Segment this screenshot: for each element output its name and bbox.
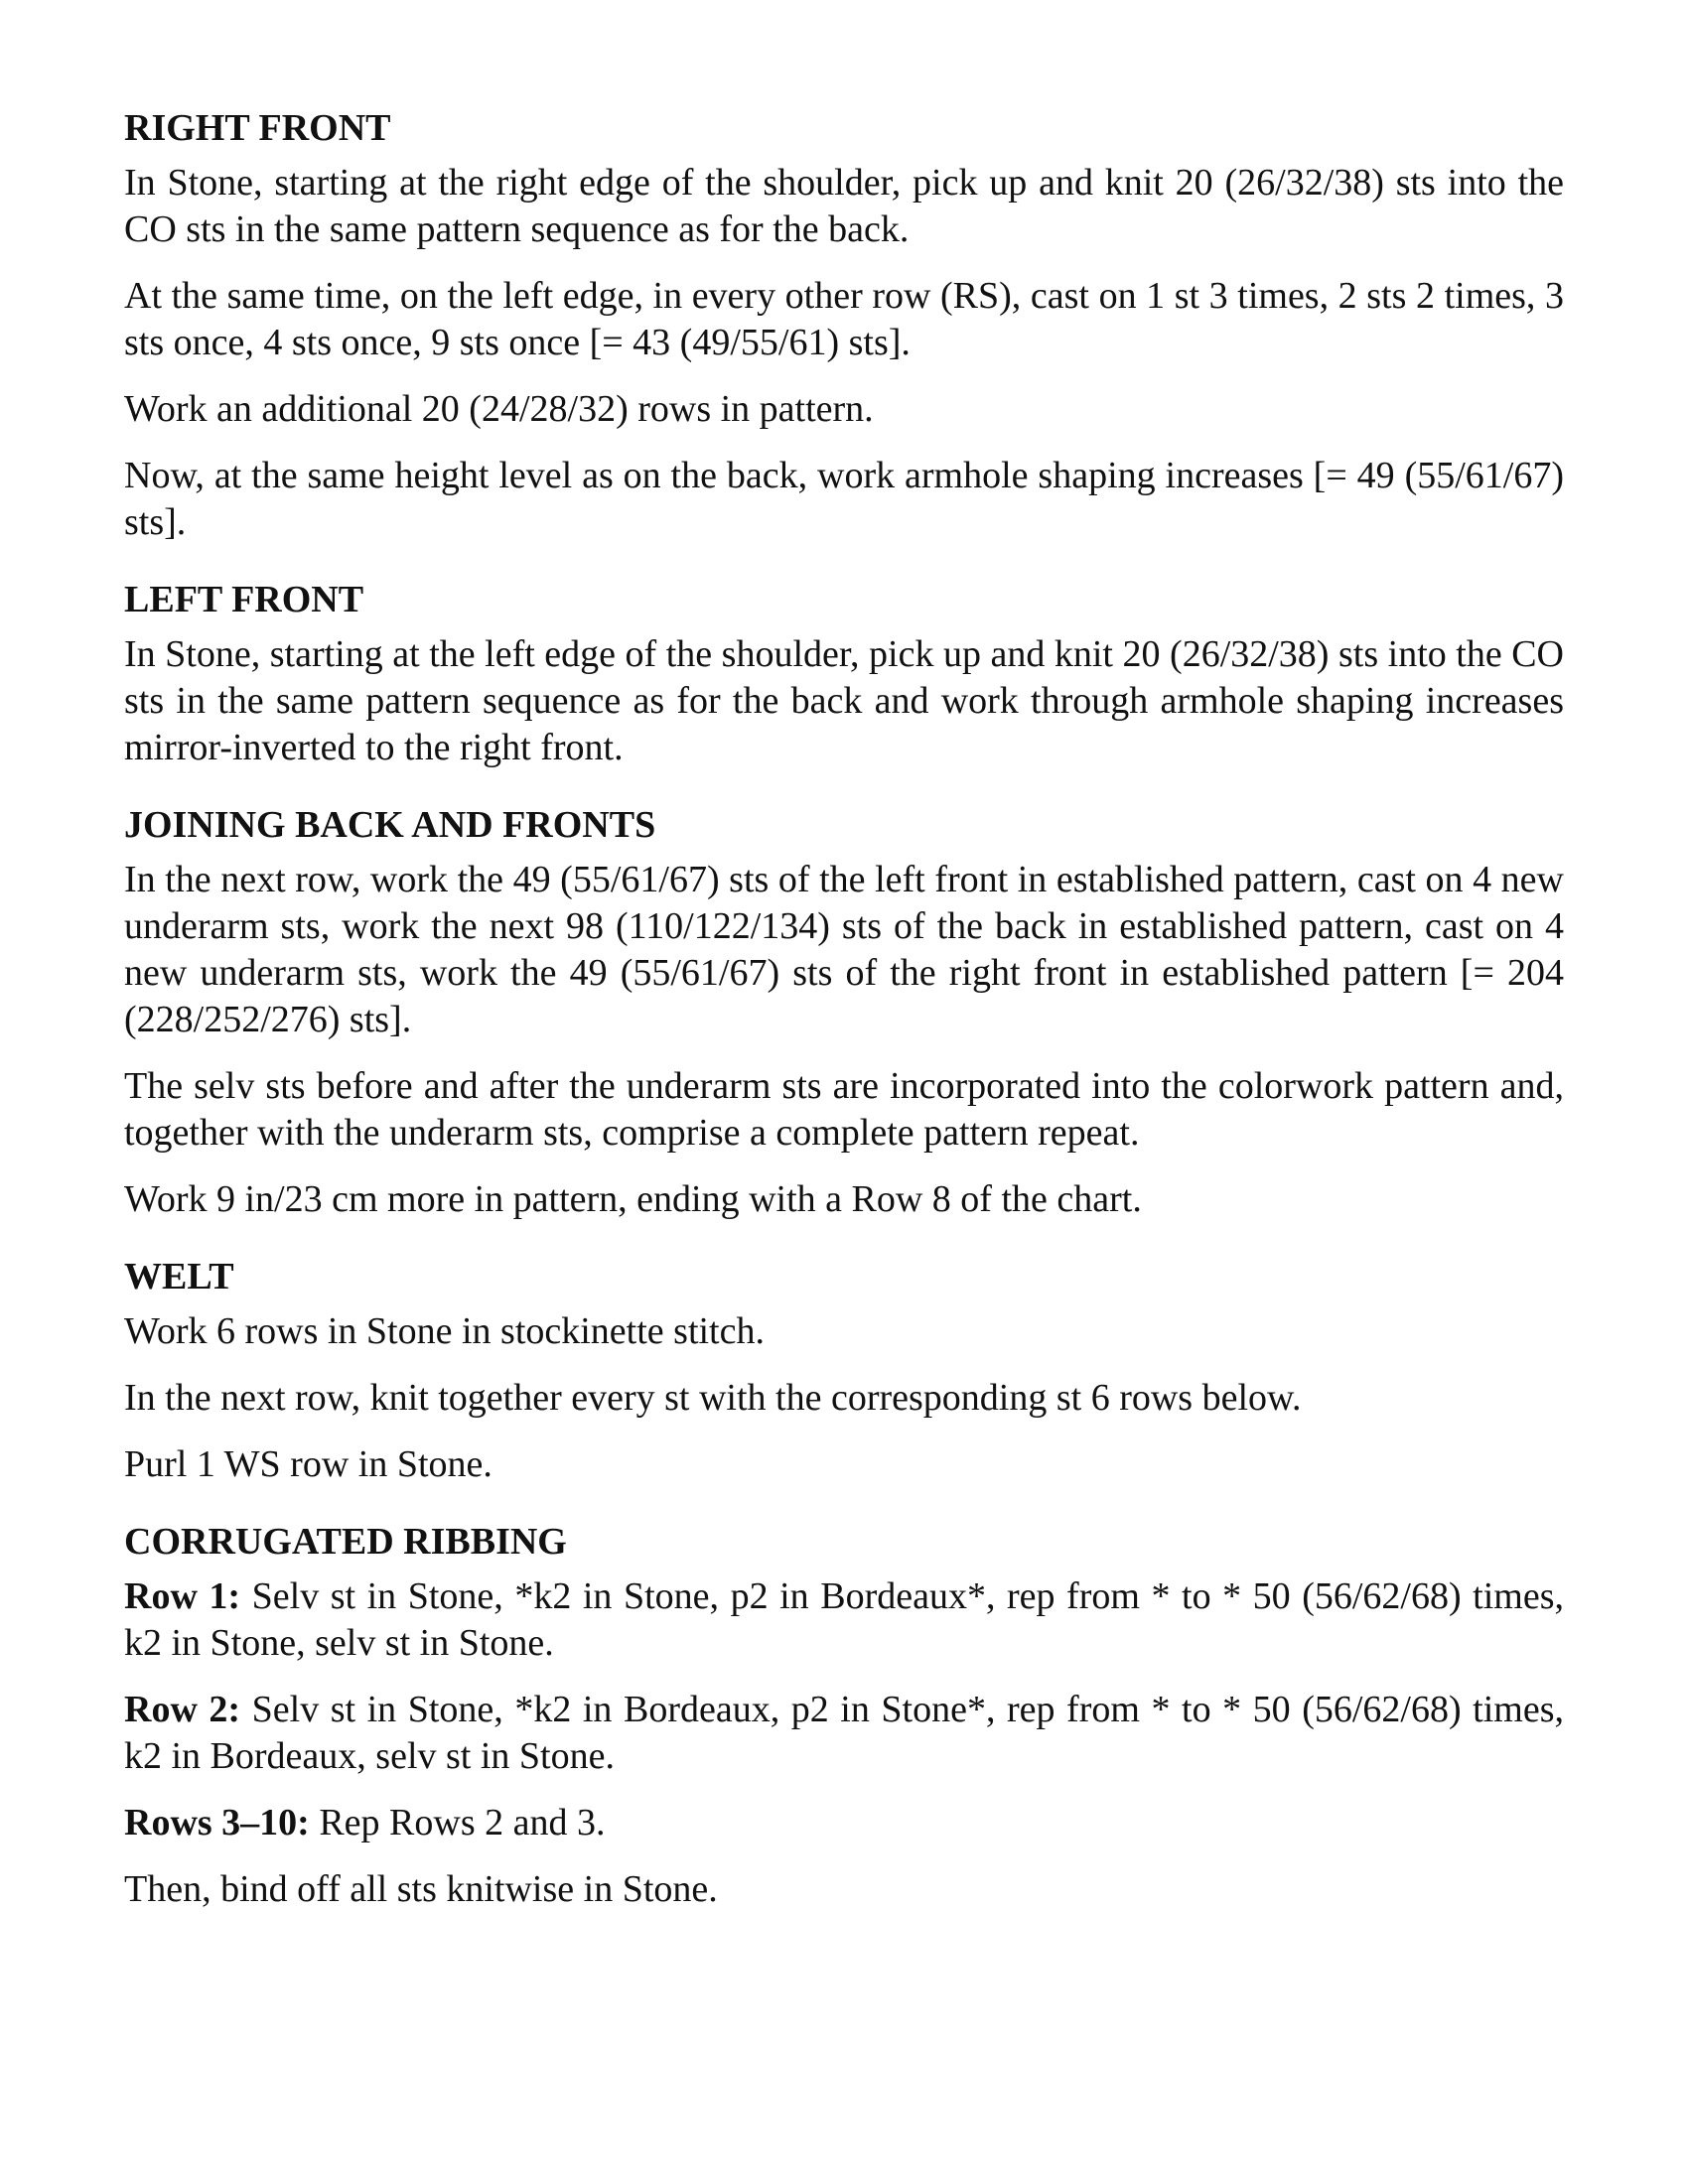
ribbing-row-1 bbox=[124, 1573, 1564, 1667]
paragraph: Work 9 in/23 cm more in pattern, ending with a Row 8 of the chart. bbox=[124, 1178, 1142, 1220]
row-label: Row 1: bbox=[124, 1575, 241, 1617]
section-heading: RIGHT FRONT bbox=[124, 107, 391, 149]
row-label: Rows 3–10: bbox=[124, 1802, 310, 1843]
row-text: Selv st in Stone, *k2 in Bordeaux, p2 in Stone*, rep from * to * 50 (56/62/68) times, k2 in Bordeaux, selv st in Stone. bbox=[124, 1689, 1564, 1777]
section-right-front bbox=[124, 104, 1564, 546]
section-heading: JOINING BACK AND FRONTS bbox=[124, 804, 656, 846]
section-corrugated-ribbing bbox=[124, 1518, 1564, 1913]
paragraph: Purl 1 WS row in Stone. bbox=[124, 1443, 492, 1485]
paragraph: In Stone, starting at the right edge of the shoulder, pick up and knit 20 (26/32/38) sts into the CO sts in the same pattern sequence as for the back. bbox=[124, 162, 1564, 250]
section-heading: WELT bbox=[124, 1256, 234, 1297]
row-label: Row 2: bbox=[124, 1689, 241, 1730]
section-heading: LEFT FRONT bbox=[124, 579, 364, 620]
paragraph: In Stone, starting at the left edge of the shoulder, pick up and knit 20 (26/32/38) sts into the CO sts in the same pattern sequence as for the back and work through armhole shaping increases mirror-inverted to the right front. bbox=[124, 633, 1564, 768]
ribbing-rows-3-10 bbox=[124, 1800, 1564, 1846]
section-left-front bbox=[124, 576, 1564, 771]
paragraph: At the same time, on the left edge, in every other row (RS), cast on 1 st 3 times, 2 sts 2 times, 3 sts once, 4 sts once, 9 sts once [= 43 (49/55/61) sts]. bbox=[124, 275, 1564, 363]
ribbing-row-2 bbox=[124, 1687, 1564, 1780]
paragraph: The selv sts before and after the underarm sts are incorporated into the colorwork pattern and, together with the underarm sts, comprise a complete pattern repeat. bbox=[124, 1065, 1564, 1154]
paragraph: In the next row, work the 49 (55/61/67) sts of the left front in established pattern, cast on 4 new underarm sts, work the next 98 (110/122/134) sts of the back in established pattern, cast on 4 new underarm sts, work the 49 (55/61/67) sts of the right front in established pattern [= 204 (228/252/276) sts]. bbox=[124, 859, 1564, 1040]
row-text: Rep Rows 2 and 3. bbox=[309, 1802, 606, 1843]
document-page bbox=[124, 104, 1564, 1943]
row-text: Selv st in Stone, *k2 in Stone, p2 in Bordeaux*, rep from * to * 50 (56/62/68) times, k2 in Stone, selv st in Stone. bbox=[124, 1575, 1564, 1664]
section-joining-back-and-fronts bbox=[124, 801, 1564, 1223]
closing-paragraph: Then, bind off all sts knitwise in Stone. bbox=[124, 1868, 718, 1910]
section-heading: CORRUGATED RIBBING bbox=[124, 1521, 567, 1563]
paragraph: Now, at the same height level as on the back, work armhole shaping increases [= 49 (55/61/67) sts]. bbox=[124, 455, 1564, 543]
section-welt bbox=[124, 1253, 1564, 1488]
paragraph: Work 6 rows in Stone in stockinette stitch. bbox=[124, 1310, 765, 1352]
paragraph: In the next row, knit together every st with the corresponding st 6 rows below. bbox=[124, 1377, 1302, 1419]
paragraph: Work an additional 20 (24/28/32) rows in pattern. bbox=[124, 388, 874, 430]
